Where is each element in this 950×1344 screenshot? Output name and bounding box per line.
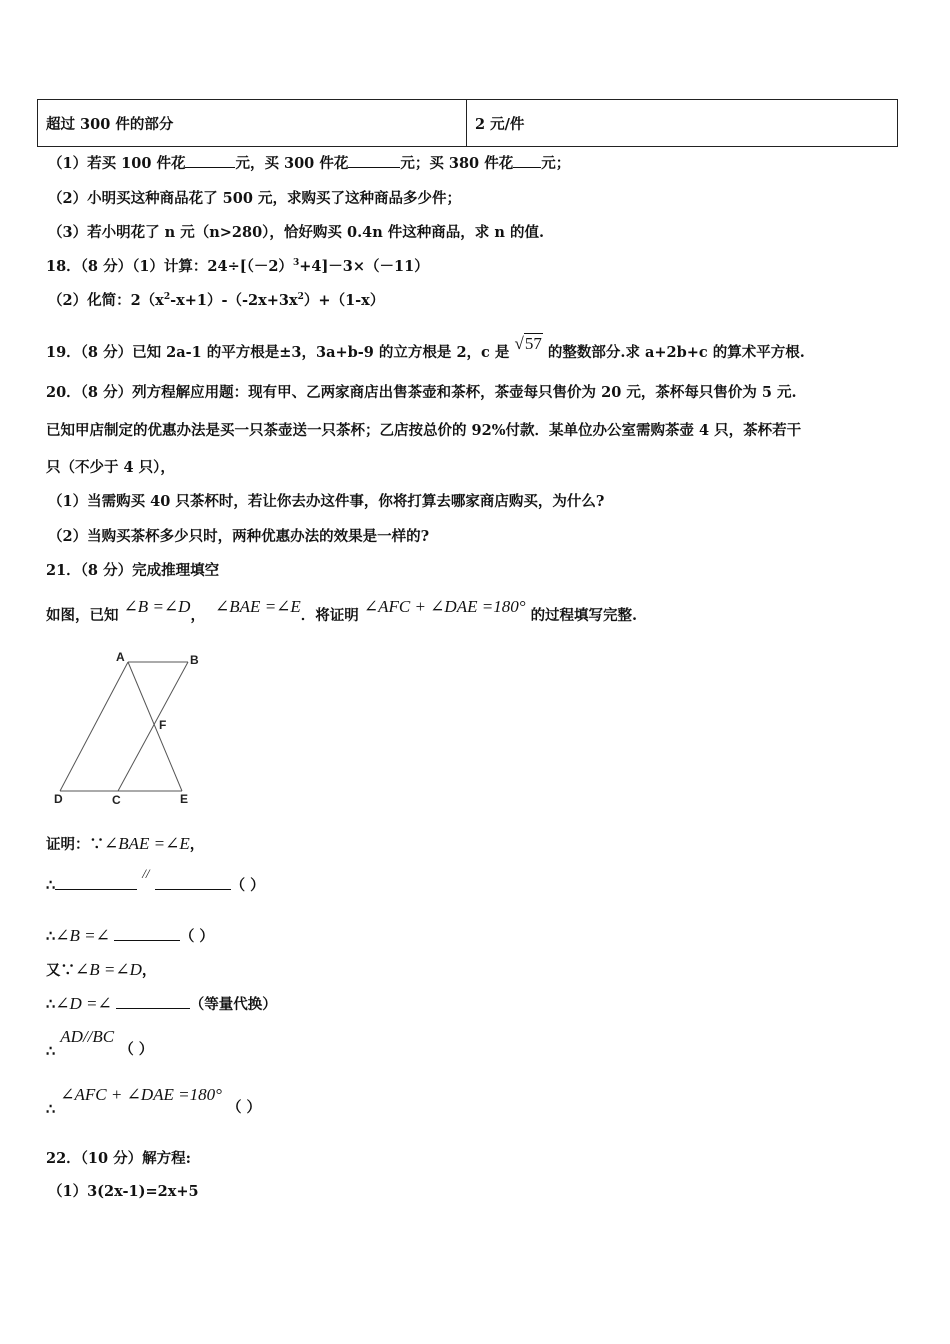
answer-blank — [185, 153, 235, 168]
table-row — [38, 100, 898, 147]
q19-question — [46, 334, 805, 362]
q17-p1-text-c: 元；买 380 件花 — [400, 155, 514, 172]
q18-p1-text-b: +4]－3×（－11） — [299, 258, 429, 275]
therefore-symbol: ∴ — [46, 928, 56, 945]
label-c: C — [112, 793, 121, 807]
comma: ， — [141, 962, 157, 979]
proof-math: ∠BAE =∠E — [104, 834, 190, 853]
also-since-label: 又∵ — [46, 962, 75, 979]
proof-step-3 — [46, 925, 214, 946]
math-target-statement: ∠AFC + ∠DAE =180° — [363, 597, 526, 616]
label-a: A — [116, 650, 125, 664]
q22-title: 22．（10 分）解方程: — [46, 1150, 192, 1167]
therefore-symbol: ∴ — [46, 1043, 56, 1060]
q20-part1: （1）当需购买 40 只茶杯时，若让你去办这件事，你将打算去哪家商店购买，为什么? — [48, 493, 605, 510]
exponent: 2 — [297, 292, 304, 302]
therefore-symbol: ∴ — [46, 877, 56, 894]
answer-blank — [348, 153, 400, 168]
proof-math: AD//BC — [60, 1027, 115, 1046]
q21-given-text-a: 如图，已知 — [46, 607, 119, 624]
table-cell-value: 2 元/件 — [467, 100, 898, 147]
segment-bc — [118, 662, 188, 791]
reason-parentheses: （ ） — [179, 928, 214, 945]
answer-blank — [513, 153, 541, 168]
parallel-symbol: // — [142, 866, 150, 881]
q20-line-1: 20．（8 分）列方程解应用题：现有甲、乙两家商店出售茶壶和茶杯，茶壶每只售价为 20 元，茶杯每只售价为 5 元. — [46, 384, 797, 401]
q17-p1-text-d: 元； — [541, 155, 571, 172]
label-b: B — [190, 653, 199, 667]
q21-given-text-b: ．将证明 — [300, 607, 359, 624]
q19-text-b: 的整数部分.求 a+2b+c 的算术平方根. — [547, 344, 805, 361]
reason-parentheses: （ ） — [119, 1041, 154, 1058]
answer-blank — [114, 926, 180, 941]
q20-line-2: 已知甲店制定的优惠办法是买一只茶壶送一只茶杯；乙店按总价的 92%付款．某单位办公室需购茶壶 4 只，茶杯若干 — [46, 422, 802, 439]
proof-step-5 — [46, 993, 277, 1014]
q22-part1: （1）3(2x-1)=2x+5 — [48, 1183, 199, 1200]
reason-parentheses: （ ） — [227, 1099, 262, 1116]
reason-text: （等量代换） — [189, 996, 277, 1013]
q17-p1-text-a: （1）若买 100 件花 — [48, 155, 186, 172]
segment-ae — [128, 662, 182, 791]
proof-math: ∠B =∠ — [55, 926, 110, 945]
comma: ， — [189, 836, 205, 853]
q17-part1 — [48, 152, 570, 173]
proof-step-2 — [46, 866, 265, 895]
comma: ， — [190, 607, 205, 624]
proof-step-1 — [46, 833, 204, 854]
proof-label: 证明：∵ — [46, 836, 104, 853]
table-cell-label: 超过 300 件的部分 — [38, 100, 467, 147]
segment-ad — [60, 662, 128, 791]
math-b-eq-d: ∠B =∠D — [123, 597, 191, 616]
therefore-symbol: ∴ — [46, 996, 56, 1013]
answer-blank — [116, 994, 190, 1009]
q19-text-a: 19．（8 分）已知 2a-1 的平方根是±3，3a+b-9 的立方根是 2，c 是 — [46, 344, 510, 361]
q18-p2-text-a: （2）化简：2（x — [48, 292, 164, 309]
q21-given — [46, 596, 638, 624]
q18-part1 — [46, 255, 429, 276]
sqrt-expression — [515, 334, 543, 354]
proof-math: ∠AFC + ∠DAE =180° — [60, 1085, 222, 1104]
label-e: E — [180, 792, 189, 806]
q18-p1-text-a: 18．（8 分）（1）计算：24÷[（－2） — [46, 258, 293, 275]
q17-part2: （2）小明买这种商品花了 500 元，求购买了这种商品多少件； — [48, 190, 461, 207]
q18-p2-text-c: ）+（1-x） — [303, 292, 385, 309]
proof-math: ∠D =∠ — [55, 994, 112, 1013]
reason-parentheses: （ ） — [230, 877, 265, 894]
pricing-table — [37, 99, 898, 147]
proof-step-4 — [46, 959, 156, 980]
proof-math: ∠B =∠D — [75, 960, 142, 979]
q20-part2: （2）当购买茶杯多少只时，两种优惠办法的效果是一样的? — [48, 528, 430, 545]
proof-step-7 — [46, 1084, 262, 1118]
q18-part2 — [48, 289, 384, 310]
exponent: 2 — [163, 292, 171, 302]
geometry-figure — [40, 645, 220, 815]
q17-p1-text-b: 元，买 300 件花 — [235, 155, 349, 172]
proof-step-6 — [46, 1026, 154, 1060]
q18-p2-text-b: -x+1）-（-2x+3x — [170, 292, 298, 309]
exponent: 3 — [292, 258, 300, 268]
q21-given-text-c: 的过程填写完整. — [530, 607, 638, 624]
answer-blank — [55, 875, 137, 890]
therefore-symbol: ∴ — [46, 1101, 56, 1118]
label-d: D — [54, 792, 63, 806]
q17-part3: （3）若小明花了 n 元（n>280），恰好购买 0.4n 件这种商品，求 n 的值. — [48, 224, 544, 241]
math-bae-eq-e: ∠BAE =∠E — [215, 597, 301, 616]
q21-title: 21．（8 分）完成推理填空 — [46, 562, 220, 579]
radicand: 57 — [524, 334, 542, 353]
q20-line-3: 只（不少于 4 只）， — [46, 459, 175, 476]
label-f: F — [159, 718, 167, 732]
radical-sign-icon: √ — [514, 334, 524, 353]
answer-blank — [155, 875, 231, 890]
